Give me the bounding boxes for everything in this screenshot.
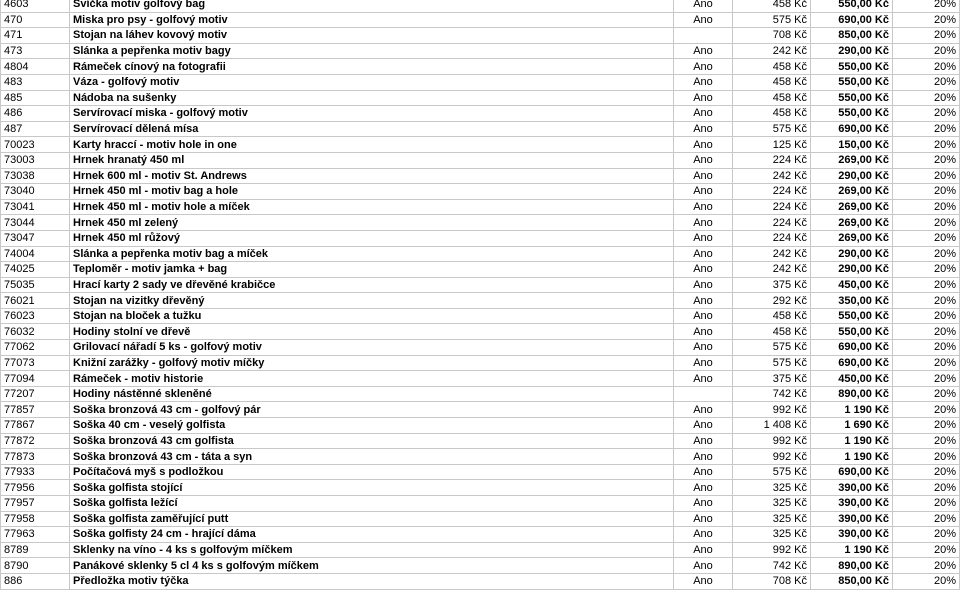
purchase-price-cell[interactable]: 242 Kč xyxy=(733,43,811,59)
purchase-price-cell[interactable]: 458 Kč xyxy=(733,324,811,340)
product-code-cell[interactable]: 77933 xyxy=(1,464,70,480)
sale-price-cell[interactable]: 550,00 Kč xyxy=(811,90,893,106)
vat-rate-cell[interactable]: 20% xyxy=(893,121,960,137)
table-row xyxy=(1,402,960,418)
product-name-cell[interactable]: Hrnek 600 ml - motiv St. Andrews xyxy=(70,168,674,184)
sale-price-cell[interactable]: 390,00 Kč xyxy=(811,496,893,512)
purchase-price-cell[interactable]: 375 Kč xyxy=(733,371,811,387)
sale-price-cell[interactable]: 850,00 Kč xyxy=(811,28,893,44)
in-stock-cell[interactable]: Ano xyxy=(674,199,733,215)
in-stock-cell[interactable]: Ano xyxy=(674,340,733,356)
purchase-price-cell[interactable]: 458 Kč xyxy=(733,0,811,12)
table-row xyxy=(1,511,960,527)
sale-price-cell[interactable]: 290,00 Kč xyxy=(811,262,893,278)
vat-rate-cell[interactable]: 20% xyxy=(893,106,960,122)
sale-price-cell[interactable]: 1 190 Kč xyxy=(811,433,893,449)
in-stock-cell[interactable]: Ano xyxy=(674,324,733,340)
vat-rate-cell[interactable]: 20% xyxy=(893,74,960,90)
table-row xyxy=(1,496,960,512)
table-row xyxy=(1,12,960,28)
in-stock-cell[interactable]: Ano xyxy=(674,496,733,512)
purchase-price-cell[interactable]: 575 Kč xyxy=(733,355,811,371)
vat-rate-cell[interactable]: 20% xyxy=(893,28,960,44)
table-row xyxy=(1,418,960,434)
table-row xyxy=(1,340,960,356)
table-row xyxy=(1,90,960,106)
table-row xyxy=(1,184,960,200)
table-row xyxy=(1,558,960,574)
sale-price-cell[interactable]: 350,00 Kč xyxy=(811,293,893,309)
sale-price-cell[interactable]: 150,00 Kč xyxy=(811,137,893,153)
purchase-price-cell[interactable]: 242 Kč xyxy=(733,246,811,262)
product-name-cell[interactable]: Váza - golfový motiv xyxy=(70,74,674,90)
table-row xyxy=(1,246,960,262)
table-row xyxy=(1,59,960,75)
purchase-price-cell[interactable]: 708 Kč xyxy=(733,28,811,44)
product-code-cell[interactable]: 76023 xyxy=(1,308,70,324)
product-name-cell[interactable]: Soška golfista zaměřující putt xyxy=(70,511,674,527)
sale-price-cell[interactable]: 690,00 Kč xyxy=(811,121,893,137)
sale-price-cell[interactable]: 1 190 Kč xyxy=(811,402,893,418)
sale-price-cell[interactable]: 390,00 Kč xyxy=(811,527,893,543)
in-stock-cell[interactable]: Ano xyxy=(674,293,733,309)
sale-price-cell[interactable]: 450,00 Kč xyxy=(811,371,893,387)
product-code-cell[interactable]: 473 xyxy=(1,43,70,59)
product-code-cell[interactable]: 73040 xyxy=(1,184,70,200)
sale-price-cell[interactable]: 690,00 Kč xyxy=(811,464,893,480)
in-stock-cell[interactable]: Ano xyxy=(674,573,733,589)
vat-rate-cell[interactable]: 20% xyxy=(893,542,960,558)
purchase-price-cell[interactable]: 224 Kč xyxy=(733,199,811,215)
sale-price-cell[interactable]: 269,00 Kč xyxy=(811,230,893,246)
table-body xyxy=(1,0,960,589)
vat-rate-cell[interactable]: 20% xyxy=(893,246,960,262)
product-code-cell[interactable]: 77094 xyxy=(1,371,70,387)
vat-rate-cell[interactable]: 20% xyxy=(893,340,960,356)
purchase-price-cell[interactable]: 458 Kč xyxy=(733,106,811,122)
purchase-price-cell[interactable]: 375 Kč xyxy=(733,277,811,293)
vat-rate-cell[interactable]: 20% xyxy=(893,324,960,340)
product-code-cell[interactable]: 77963 xyxy=(1,527,70,543)
sale-price-cell[interactable]: 550,00 Kč xyxy=(811,74,893,90)
product-code-cell[interactable]: 76021 xyxy=(1,293,70,309)
vat-rate-cell[interactable]: 20% xyxy=(893,215,960,231)
in-stock-cell[interactable]: Ano xyxy=(674,90,733,106)
vat-rate-cell[interactable]: 20% xyxy=(893,12,960,28)
product-name-cell[interactable]: Grilovací nářadí 5 ks - golfový motiv xyxy=(70,340,674,356)
in-stock-cell[interactable]: Ano xyxy=(674,106,733,122)
sale-price-cell[interactable]: 690,00 Kč xyxy=(811,355,893,371)
in-stock-cell[interactable]: Ano xyxy=(674,355,733,371)
table-row xyxy=(1,371,960,387)
sale-price-cell[interactable]: 450,00 Kč xyxy=(811,277,893,293)
in-stock-cell[interactable]: Ano xyxy=(674,480,733,496)
product-code-cell[interactable]: 4603 xyxy=(1,0,70,12)
product-name-cell[interactable]: Panákové sklenky 5 cl 4 ks s golfovým míčkem xyxy=(70,558,674,574)
in-stock-cell[interactable] xyxy=(674,28,733,44)
purchase-price-cell[interactable]: 224 Kč xyxy=(733,152,811,168)
vat-rate-cell[interactable]: 20% xyxy=(893,90,960,106)
in-stock-cell[interactable]: Ano xyxy=(674,527,733,543)
product-code-cell[interactable]: 471 xyxy=(1,28,70,44)
vat-rate-cell[interactable]: 20% xyxy=(893,386,960,402)
vat-rate-cell[interactable]: 20% xyxy=(893,0,960,12)
in-stock-cell[interactable]: Ano xyxy=(674,433,733,449)
in-stock-cell[interactable]: Ano xyxy=(674,402,733,418)
product-code-cell[interactable]: 77857 xyxy=(1,402,70,418)
table-row xyxy=(1,137,960,153)
product-code-cell[interactable]: 73038 xyxy=(1,168,70,184)
purchase-price-cell[interactable]: 575 Kč xyxy=(733,340,811,356)
product-name-cell[interactable]: Předložka motiv týčka xyxy=(70,573,674,589)
product-name-cell[interactable]: Hrnek 450 ml - motiv hole a míček xyxy=(70,199,674,215)
sale-price-cell[interactable]: 550,00 Kč xyxy=(811,308,893,324)
sale-price-cell[interactable]: 290,00 Kč xyxy=(811,43,893,59)
purchase-price-cell[interactable]: 1 408 Kč xyxy=(733,418,811,434)
sale-price-cell[interactable]: 390,00 Kč xyxy=(811,511,893,527)
vat-rate-cell[interactable]: 20% xyxy=(893,293,960,309)
vat-rate-cell[interactable]: 20% xyxy=(893,262,960,278)
product-name-cell[interactable]: Svíčka motiv golfový bag xyxy=(70,0,674,12)
product-name-cell[interactable]: Hrnek 450 ml zelený xyxy=(70,215,674,231)
product-name-cell[interactable]: Hrnek hranatý 450 ml xyxy=(70,152,674,168)
table-row xyxy=(1,152,960,168)
in-stock-cell[interactable]: Ano xyxy=(674,449,733,465)
sale-price-cell[interactable]: 550,00 Kč xyxy=(811,324,893,340)
sale-price-cell[interactable]: 690,00 Kč xyxy=(811,340,893,356)
vat-rate-cell[interactable]: 20% xyxy=(893,464,960,480)
vat-rate-cell[interactable]: 20% xyxy=(893,230,960,246)
product-name-cell[interactable]: Hrnek 450 ml růžový xyxy=(70,230,674,246)
vat-rate-cell[interactable]: 20% xyxy=(893,402,960,418)
table-row xyxy=(1,308,960,324)
product-name-cell[interactable]: Servírovací miska - golfový motiv xyxy=(70,106,674,122)
product-code-cell[interactable]: 73044 xyxy=(1,215,70,231)
sale-price-cell[interactable]: 1 190 Kč xyxy=(811,449,893,465)
in-stock-cell[interactable]: Ano xyxy=(674,262,733,278)
product-code-cell[interactable]: 73003 xyxy=(1,152,70,168)
product-name-cell[interactable]: Soška bronzová 43 cm golfista xyxy=(70,433,674,449)
vat-rate-cell[interactable]: 20% xyxy=(893,168,960,184)
vat-rate-cell[interactable]: 20% xyxy=(893,449,960,465)
vat-rate-cell[interactable]: 20% xyxy=(893,59,960,75)
product-name-cell[interactable]: Karty hraccí - motiv hole in one xyxy=(70,137,674,153)
table-row xyxy=(1,106,960,122)
purchase-price-cell[interactable]: 575 Kč xyxy=(733,12,811,28)
vat-rate-cell[interactable]: 20% xyxy=(893,355,960,371)
product-name-cell[interactable]: Slánka a pepřenka motiv bag a míček xyxy=(70,246,674,262)
table-row xyxy=(1,449,960,465)
table-row xyxy=(1,324,960,340)
table-row xyxy=(1,480,960,496)
table-row xyxy=(1,293,960,309)
sale-price-cell[interactable]: 1 190 Kč xyxy=(811,542,893,558)
table-row xyxy=(1,277,960,293)
purchase-price-cell[interactable]: 992 Kč xyxy=(733,433,811,449)
purchase-price-cell[interactable]: 325 Kč xyxy=(733,511,811,527)
product-code-cell[interactable]: 487 xyxy=(1,121,70,137)
product-name-cell[interactable]: Hrací karty 2 sady ve dřevěné krabičce xyxy=(70,277,674,293)
purchase-price-cell[interactable]: 458 Kč xyxy=(733,74,811,90)
in-stock-cell[interactable]: Ano xyxy=(674,308,733,324)
purchase-price-cell[interactable]: 325 Kč xyxy=(733,496,811,512)
product-code-cell[interactable]: 74025 xyxy=(1,262,70,278)
in-stock-cell[interactable]: Ano xyxy=(674,230,733,246)
vat-rate-cell[interactable]: 20% xyxy=(893,573,960,589)
in-stock-cell[interactable]: Ano xyxy=(674,168,733,184)
purchase-price-cell[interactable]: 708 Kč xyxy=(733,573,811,589)
vat-rate-cell[interactable]: 20% xyxy=(893,371,960,387)
product-code-cell[interactable]: 470 xyxy=(1,12,70,28)
product-name-cell[interactable]: Soška bronzová 43 cm - golfový pár xyxy=(70,402,674,418)
vat-rate-cell[interactable]: 20% xyxy=(893,418,960,434)
product-code-cell[interactable]: 485 xyxy=(1,90,70,106)
product-code-cell[interactable]: 74004 xyxy=(1,246,70,262)
table-row xyxy=(1,215,960,231)
purchase-price-cell[interactable]: 325 Kč xyxy=(733,527,811,543)
in-stock-cell[interactable]: Ano xyxy=(674,152,733,168)
purchase-price-cell[interactable]: 242 Kč xyxy=(733,168,811,184)
product-code-cell[interactable]: 8789 xyxy=(1,542,70,558)
in-stock-cell[interactable]: Ano xyxy=(674,215,733,231)
sale-price-cell[interactable]: 890,00 Kč xyxy=(811,386,893,402)
sale-price-cell[interactable]: 269,00 Kč xyxy=(811,184,893,200)
product-code-cell[interactable]: 8790 xyxy=(1,558,70,574)
purchase-price-cell[interactable]: 575 Kč xyxy=(733,464,811,480)
vat-rate-cell[interactable]: 20% xyxy=(893,527,960,543)
product-code-cell[interactable]: 77956 xyxy=(1,480,70,496)
product-name-cell[interactable]: Teploměr - motiv jamka + bag xyxy=(70,262,674,278)
sale-price-cell[interactable]: 1 690 Kč xyxy=(811,418,893,434)
vat-rate-cell[interactable]: 20% xyxy=(893,480,960,496)
product-code-cell[interactable]: 77872 xyxy=(1,433,70,449)
in-stock-cell[interactable]: Ano xyxy=(674,121,733,137)
table-row xyxy=(1,542,960,558)
product-name-cell[interactable]: Soška 40 cm - veselý golfista xyxy=(70,418,674,434)
sale-price-cell[interactable]: 390,00 Kč xyxy=(811,480,893,496)
vat-rate-cell[interactable]: 20% xyxy=(893,199,960,215)
product-code-cell[interactable]: 483 xyxy=(1,74,70,90)
product-code-cell[interactable]: 77957 xyxy=(1,496,70,512)
product-code-cell[interactable]: 77867 xyxy=(1,418,70,434)
table-row xyxy=(1,168,960,184)
sale-price-cell[interactable]: 269,00 Kč xyxy=(811,215,893,231)
in-stock-cell[interactable]: Ano xyxy=(674,43,733,59)
table-row xyxy=(1,355,960,371)
table-row xyxy=(1,527,960,543)
product-name-cell[interactable]: Stojan na vizitky dřevěný xyxy=(70,293,674,309)
purchase-price-cell[interactable]: 242 Kč xyxy=(733,262,811,278)
product-code-cell[interactable]: 77062 xyxy=(1,340,70,356)
vat-rate-cell[interactable]: 20% xyxy=(893,277,960,293)
in-stock-cell[interactable]: Ano xyxy=(674,74,733,90)
vat-rate-cell[interactable]: 20% xyxy=(893,184,960,200)
product-name-cell[interactable]: Rámeček - motiv historie xyxy=(70,371,674,387)
sale-price-cell[interactable]: 850,00 Kč xyxy=(811,573,893,589)
in-stock-cell[interactable]: Ano xyxy=(674,184,733,200)
purchase-price-cell[interactable]: 125 Kč xyxy=(733,137,811,153)
table-row xyxy=(1,433,960,449)
purchase-price-cell[interactable]: 224 Kč xyxy=(733,230,811,246)
sale-price-cell[interactable]: 269,00 Kč xyxy=(811,199,893,215)
purchase-price-cell[interactable]: 458 Kč xyxy=(733,308,811,324)
table-row xyxy=(1,573,960,589)
sale-price-cell[interactable]: 290,00 Kč xyxy=(811,168,893,184)
purchase-price-cell[interactable]: 292 Kč xyxy=(733,293,811,309)
product-code-cell[interactable]: 4804 xyxy=(1,59,70,75)
product-name-cell[interactable]: Nádoba na sušenky xyxy=(70,90,674,106)
vat-rate-cell[interactable]: 20% xyxy=(893,137,960,153)
sale-price-cell[interactable]: 550,00 Kč xyxy=(811,106,893,122)
purchase-price-cell[interactable]: 458 Kč xyxy=(733,59,811,75)
table-row xyxy=(1,121,960,137)
product-name-cell[interactable]: Hrnek 450 ml - motiv bag a hole xyxy=(70,184,674,200)
vat-rate-cell[interactable]: 20% xyxy=(893,558,960,574)
sale-price-cell[interactable]: 550,00 Kč xyxy=(811,59,893,75)
product-code-cell[interactable]: 73041 xyxy=(1,199,70,215)
sale-price-cell[interactable]: 290,00 Kč xyxy=(811,246,893,262)
sale-price-cell[interactable]: 550,00 Kč xyxy=(811,0,893,12)
product-name-cell[interactable]: Hodiny nástěnné skleněné xyxy=(70,386,674,402)
table-row xyxy=(1,0,960,12)
in-stock-cell[interactable]: Ano xyxy=(674,511,733,527)
vat-rate-cell[interactable]: 20% xyxy=(893,152,960,168)
product-name-cell[interactable]: Hodiny stolní ve dřevě xyxy=(70,324,674,340)
product-code-cell[interactable]: 77207 xyxy=(1,386,70,402)
table-row xyxy=(1,230,960,246)
vat-rate-cell[interactable]: 20% xyxy=(893,496,960,512)
product-name-cell[interactable]: Slánka a pepřenka motiv bagy xyxy=(70,43,674,59)
table-row xyxy=(1,43,960,59)
table-row xyxy=(1,262,960,278)
vat-rate-cell[interactable]: 20% xyxy=(893,308,960,324)
purchase-price-cell[interactable]: 992 Kč xyxy=(733,542,811,558)
purchase-price-cell[interactable]: 575 Kč xyxy=(733,121,811,137)
product-name-cell[interactable]: Miska pro psy - golfový motiv xyxy=(70,12,674,28)
product-code-cell[interactable]: 886 xyxy=(1,573,70,589)
sale-price-cell[interactable]: 890,00 Kč xyxy=(811,558,893,574)
purchase-price-cell[interactable]: 224 Kč xyxy=(733,215,811,231)
table-row xyxy=(1,386,960,402)
purchase-price-cell[interactable]: 458 Kč xyxy=(733,90,811,106)
in-stock-cell[interactable]: Ano xyxy=(674,59,733,75)
product-name-cell[interactable]: Stojan na láhev kovový motiv xyxy=(70,28,674,44)
table-row xyxy=(1,199,960,215)
product-code-cell[interactable]: 77873 xyxy=(1,449,70,465)
table-row xyxy=(1,464,960,480)
sale-price-cell[interactable]: 269,00 Kč xyxy=(811,152,893,168)
product-code-cell[interactable]: 70023 xyxy=(1,137,70,153)
product-code-cell[interactable]: 75035 xyxy=(1,277,70,293)
table-row xyxy=(1,28,960,44)
product-name-cell[interactable]: Stojan na bloček a tužku xyxy=(70,308,674,324)
purchase-price-cell[interactable]: 742 Kč xyxy=(733,558,811,574)
product-name-cell[interactable]: Soška golfista stojící xyxy=(70,480,674,496)
product-name-cell[interactable]: Soška golfista ležící xyxy=(70,496,674,512)
in-stock-cell[interactable]: Ano xyxy=(674,277,733,293)
in-stock-cell[interactable]: Ano xyxy=(674,558,733,574)
table-row xyxy=(1,74,960,90)
sale-price-cell[interactable]: 690,00 Kč xyxy=(811,12,893,28)
purchase-price-cell[interactable]: 224 Kč xyxy=(733,184,811,200)
in-stock-cell[interactable] xyxy=(674,386,733,402)
product-code-cell[interactable]: 77958 xyxy=(1,511,70,527)
product-code-cell[interactable]: 73047 xyxy=(1,230,70,246)
in-stock-cell[interactable]: Ano xyxy=(674,464,733,480)
product-code-cell[interactable]: 486 xyxy=(1,106,70,122)
vat-rate-cell[interactable]: 20% xyxy=(893,433,960,449)
in-stock-cell[interactable]: Ano xyxy=(674,12,733,28)
product-code-cell[interactable]: 76032 xyxy=(1,324,70,340)
in-stock-cell[interactable]: Ano xyxy=(674,246,733,262)
product-name-cell[interactable]: Sklenky na víno - 4 ks s golfovým míčkem xyxy=(70,542,674,558)
purchase-price-cell[interactable]: 742 Kč xyxy=(733,386,811,402)
in-stock-cell[interactable]: Ano xyxy=(674,137,733,153)
product-name-cell[interactable]: Knižní zarážky - golfový motiv míčky xyxy=(70,355,674,371)
in-stock-cell[interactable]: Ano xyxy=(674,371,733,387)
product-code-cell[interactable]: 77073 xyxy=(1,355,70,371)
in-stock-cell[interactable]: Ano xyxy=(674,418,733,434)
purchase-price-cell[interactable]: 992 Kč xyxy=(733,449,811,465)
product-name-cell[interactable]: Rámeček cínový na fotografii xyxy=(70,59,674,75)
product-name-cell[interactable]: Soška golfisty 24 cm - hrající dáma xyxy=(70,527,674,543)
in-stock-cell[interactable]: Ano xyxy=(674,542,733,558)
product-name-cell[interactable]: Soška bronzová 43 cm - táta a syn xyxy=(70,449,674,465)
vat-rate-cell[interactable]: 20% xyxy=(893,511,960,527)
purchase-price-cell[interactable]: 992 Kč xyxy=(733,402,811,418)
in-stock-cell[interactable]: Ano xyxy=(674,0,733,12)
product-name-cell[interactable]: Počítačová myš s podložkou xyxy=(70,464,674,480)
vat-rate-cell[interactable]: 20% xyxy=(893,43,960,59)
purchase-price-cell[interactable]: 325 Kč xyxy=(733,480,811,496)
product-name-cell[interactable]: Servírovací dělená mísa xyxy=(70,121,674,137)
